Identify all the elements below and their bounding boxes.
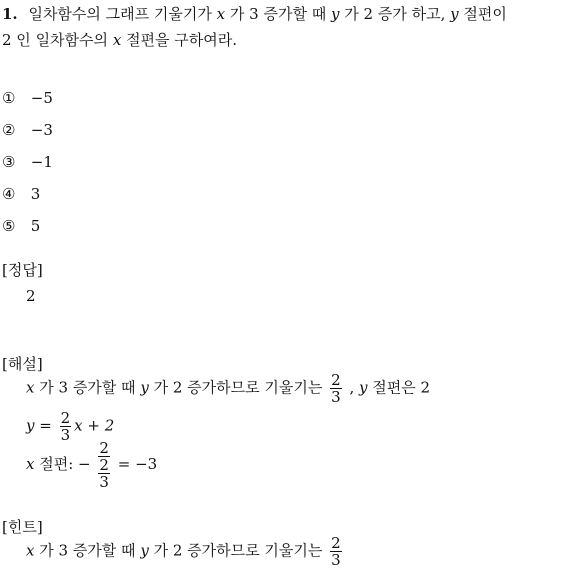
explanation-text: 가 2 증가하므로 기울기는 — [153, 378, 323, 397]
equation-fraction — [60, 410, 72, 443]
choice-marker: ④ — [2, 185, 16, 203]
hint-line — [26, 535, 345, 568]
explanation-line-1 — [26, 372, 430, 405]
fraction-denominator: 3 — [60, 426, 71, 444]
var-y: y — [331, 5, 340, 23]
explanation-text: 절편은 2 — [372, 378, 431, 397]
choice-2[interactable] — [2, 114, 53, 146]
explanation-x-intercept — [26, 440, 157, 490]
var-x: x — [26, 541, 35, 560]
var-x: x — [216, 5, 226, 23]
x-intercept-result: = −3 — [117, 455, 158, 473]
equation-lhs: y = — [26, 416, 52, 435]
choice-marker: ⑤ — [2, 217, 16, 235]
choice-value: −5 — [30, 89, 53, 107]
var-x: x — [112, 31, 122, 49]
hint-label: [힌트] — [2, 518, 43, 536]
choice-marker: ① — [2, 89, 16, 107]
explanation-label: [해설] — [2, 355, 43, 373]
fraction-numerator: 2 — [99, 456, 109, 474]
fraction-numerator: 2 — [331, 371, 341, 389]
question-text: 일차함수의 그래프 기울기가 — [28, 5, 212, 23]
question-line-1 — [2, 1, 568, 27]
nested-fraction — [98, 440, 110, 490]
var-y: y — [450, 5, 459, 23]
fraction-denominator: 3 — [331, 551, 341, 569]
choice-value: 3 — [30, 185, 41, 203]
choice-3[interactable] — [2, 146, 53, 178]
var-y: y — [140, 541, 149, 560]
var-y: y — [140, 378, 149, 397]
slope-fraction — [330, 372, 342, 405]
var-y: y — [359, 378, 368, 397]
choice-marker: ② — [2, 121, 16, 139]
var-x: x — [26, 455, 35, 473]
choice-list — [2, 82, 53, 242]
question-number: 1. — [2, 5, 18, 23]
choice-value: 5 — [30, 217, 41, 235]
question-text: 2 인 일차함수의 — [2, 31, 109, 49]
question-text: 가 2 증가 하고, — [344, 5, 446, 23]
question-text: 절편이 — [463, 5, 507, 23]
choice-value: −3 — [30, 121, 53, 139]
answer-label: [정답] — [2, 261, 43, 279]
question-line-2 — [2, 27, 568, 53]
fraction-denominator: 3 — [99, 473, 109, 491]
fraction-numerator: 2 — [331, 534, 341, 552]
choice-value: −1 — [30, 153, 53, 171]
equation-rhs: x + 2 — [74, 416, 115, 435]
x-intercept-label: 절편: − — [39, 455, 91, 473]
explanation-text: 가 3 증가할 때 — [39, 378, 136, 397]
fraction-denominator: 3 — [331, 388, 341, 406]
question-text: 가 3 증가할 때 — [229, 5, 327, 23]
fraction-numerator: 2 — [99, 439, 109, 457]
inner-fraction — [98, 457, 110, 490]
explanation-text: , — [349, 378, 355, 397]
choice-1[interactable] — [2, 82, 53, 114]
question — [2, 1, 568, 53]
hint-fraction — [330, 535, 342, 568]
hint-text: 가 2 증가하므로 기울기는 — [153, 541, 323, 560]
answer-value: 2 — [26, 287, 36, 305]
hint-text: 가 3 증가할 때 — [39, 541, 136, 560]
choice-marker: ③ — [2, 153, 16, 171]
question-text: 절편을 구하여라. — [126, 31, 238, 49]
choice-4[interactable] — [2, 178, 53, 210]
var-x: x — [26, 378, 35, 397]
fraction-numerator: 2 — [60, 409, 71, 427]
choice-5[interactable] — [2, 210, 53, 242]
